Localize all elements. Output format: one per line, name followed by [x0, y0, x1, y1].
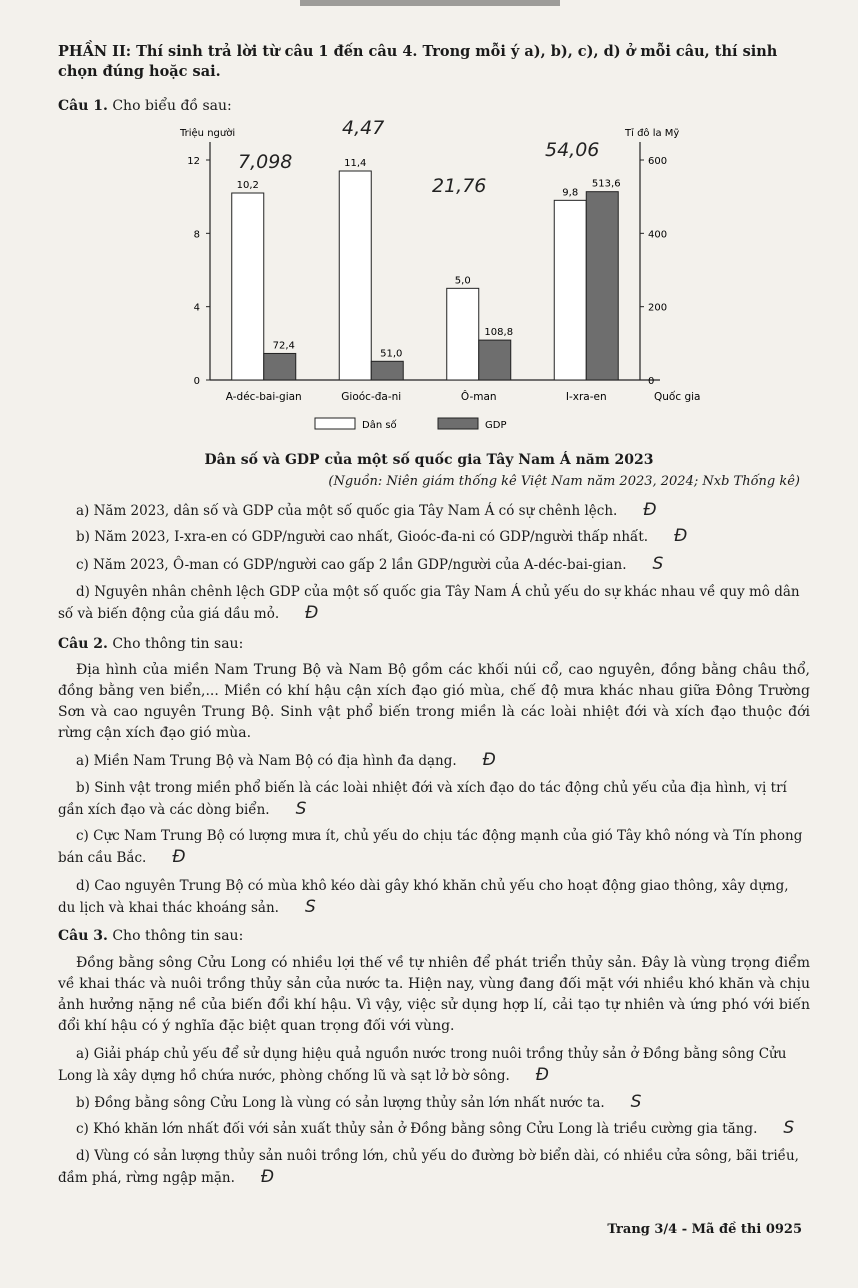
q2-item-c: [58, 826, 808, 869]
category-label: Gioóc-đa-ni: [341, 391, 402, 403]
q2-item-c-text: c) Cực Nam Trung Bộ có lượng mưa ít, chủ yếu do chịu tác động mạnh của gió Tây khô nóng và Tín phong bán cầu Bắc.: [58, 828, 803, 866]
left-tick-label: 0: [193, 376, 200, 387]
q1-item-a-mark: Đ: [643, 500, 657, 520]
q3-item-d-text: d) Vùng có sản lượng thủy sản nuôi trồng lớn, chủ yếu do đường bờ biển dài, có nhiều cửa sông, bãi triều, đầm phá, rừng ngập mặn.: [58, 1148, 799, 1186]
q2-item-a-mark: Đ: [482, 750, 496, 770]
q3-intro: Cho thông tin sau:: [112, 928, 244, 944]
q2-item-c-mark: Đ: [172, 847, 186, 867]
right-tick-label: 0: [648, 376, 655, 387]
q2-item-b-text: b) Sinh vật trong miền phổ biến là các loài nhiệt đới và xích đạo do tác động chủ yếu của địa hình, vị trí gần xích đạo và các dòng biển.: [58, 780, 787, 818]
legend-gdp-swatch: [438, 418, 478, 429]
population-value-label: 10,2: [236, 180, 259, 191]
q1-item-d: [58, 582, 808, 625]
left-axis-title: Triệu người: [180, 128, 236, 139]
category-label: Ô-man: [460, 391, 497, 403]
page-footer: Trang 3/4 - Mã đề thi 0925: [607, 1222, 802, 1237]
category-label: I-xra-en: [565, 391, 607, 403]
q3-label: Câu 3.: [58, 928, 108, 944]
q3-heading: [58, 928, 243, 944]
q1-item-a-text: a) Năm 2023, dân số và GDP của một số quốc gia Tây Nam Á có sự chênh lệch.: [76, 503, 618, 519]
gdp-bar: [371, 361, 403, 380]
legend-gdp-label: GDP: [485, 420, 507, 431]
right-tick-label: 400: [648, 229, 668, 241]
population-bar: [447, 288, 479, 380]
left-tick-label: 4: [193, 302, 200, 314]
q3-item-d: [58, 1146, 808, 1189]
handwritten-note: 21,76: [432, 175, 487, 197]
q3-item-b-text: b) Đồng bằng sông Cửu Long là vùng có sản lượng thủy sản lớn nhất nước ta.: [76, 1095, 605, 1111]
q2-intro: Cho thông tin sau:: [112, 636, 244, 652]
gdp-value-label: 72,4: [272, 340, 295, 352]
q2-item-d: [58, 876, 808, 919]
handwritten-note: 54,06: [545, 139, 600, 161]
q2-heading: [58, 636, 243, 652]
right-tick-label: 600: [648, 156, 668, 167]
q1-item-b: [58, 526, 808, 548]
left-tick-label: 12: [187, 156, 200, 167]
gdp-value-label: 51,0: [380, 348, 403, 360]
gdp-bar: [479, 340, 511, 380]
population-value-label: 9,8: [562, 187, 579, 199]
handwritten-note: 7,098: [238, 151, 293, 173]
q3-item-c-text: c) Khó khăn lớn nhất đối với sản xuất thủy sản ở Đồng bằng sông Cửu Long là triều cường gia tăng.: [76, 1121, 758, 1137]
q2-item-b-mark: S: [295, 799, 307, 819]
q2-item-a: [58, 750, 808, 772]
chart-source: (Nguồn: Niên giám thống kê Việt Nam năm 2023, 2024; Nxb Thống kê): [328, 474, 800, 489]
population-value-label: 5,0: [454, 275, 471, 287]
q3-item-a: [58, 1044, 808, 1087]
population-bar: [554, 200, 586, 380]
chart-caption: Dân số và GDP của một số quốc gia Tây Nam Á năm 2023: [204, 452, 654, 468]
q1-heading: [58, 98, 232, 114]
category-label: A-déc-bai-gian: [225, 391, 302, 403]
x-axis-title: Quốc gia: [654, 391, 701, 403]
gdp-bar: [264, 353, 296, 380]
population-value-label: 11,4: [344, 158, 367, 169]
q3-item-c: [58, 1118, 808, 1140]
q1-item-c-text: c) Năm 2023, Ô-man có GDP/người cao gấp 2 lần GDP/người của A-déc-bai-gian.: [76, 557, 627, 573]
q1-item-d-text: d) Nguyên nhân chênh lệch GDP của một số quốc gia Tây Nam Á chủ yếu do sự khác nhau về quy mô dân số và biến động của giá dầu mỏ.: [58, 584, 800, 622]
q1-item-b-mark: Đ: [674, 526, 688, 546]
legend-population-label: Dân số: [362, 420, 397, 431]
q1-item-c: [58, 554, 808, 576]
q2-label: Câu 2.: [58, 636, 108, 652]
q3-item-c-mark: S: [783, 1118, 795, 1138]
q2-item-d-text: d) Cao nguyên Trung Bộ có mùa khô kéo dài gây khó khăn chủ yếu cho hoạt động giao thông, xây dựng, du lịch và khai thác khoáng sản.: [58, 878, 789, 916]
gdp-bar: [586, 192, 618, 380]
part-instructions: PHẦN II: Thí sinh trả lời từ câu 1 đến câu 4. Trong mỗi ý a), b), c), d) ở mỗi câu, thí sinh chọn đúng hoặc sai.: [58, 43, 778, 80]
q3-item-b: [58, 1092, 808, 1114]
population-gdp-chart: [170, 118, 730, 438]
legend-population-swatch: [315, 418, 355, 429]
q2-paragraph: Địa hình của miền Nam Trung Bộ và Nam Bộ gồm các khối núi cổ, cao nguyên, đồng bằng châu thổ, đồng bằng ven biển,... Miền có khí hậu cận xích đạo gió mùa, chế độ mưa khác nhau giữa Đông Trường Sơn và cao nguyên Trung Bộ. Sinh vật phổ biến trong miền là các loài nhiệt đới và xích đạo thuộc đới rừng cận xích đạo gió mùa.: [58, 662, 810, 741]
q2-item-b: [58, 778, 808, 821]
gdp-value-label: 513,6: [591, 178, 621, 190]
scan-edge: [300, 0, 560, 6]
q3-item-b-mark: S: [630, 1092, 642, 1112]
q3-item-a-text: a) Giải pháp chủ yếu để sử dụng hiệu quả nguồn nước trong nuôi trồng thủy sản ở Đồng bằng sông Cửu Long là xây dựng hồ chứa nước, phòng chống lũ và sạt lở bờ sông.: [58, 1046, 787, 1084]
left-tick-label: 8: [193, 229, 200, 241]
handwritten-note: 4,47: [342, 118, 385, 139]
q3-paragraph: Đồng bằng sông Cửu Long có nhiều lợi thế về tự nhiên để phát triển thủy sản. Đây là vùng trọng điểm về khai thác và nuôi trồng thủy sản của nước ta. Hiện nay, vùng đang đối mặt với nhiều khó khăn và chịu ảnh hưởng nặng nề của biến đổi khí hậu. Vì vậy, việc sử dụng hợp lí, cải tạo tự nhiên và ứng phó với biến đổi khí hậu có ý nghĩa đặc biệt quan trọng đối với vùng.: [58, 955, 810, 1034]
q1-item-d-mark: Đ: [305, 603, 319, 623]
q1-item-c-mark: S: [652, 554, 664, 574]
q3-item-a-mark: Đ: [535, 1065, 549, 1085]
q1-label: Câu 1.: [58, 98, 108, 114]
q1-item-a: [58, 500, 808, 522]
q2-item-d-mark: S: [304, 897, 316, 917]
right-axis-title: Tỉ đô la Mỹ: [625, 128, 680, 139]
q3-item-d-mark: Đ: [260, 1167, 275, 1187]
population-bar: [232, 193, 264, 380]
population-bar: [339, 171, 371, 380]
q2-item-a-text: a) Miền Nam Trung Bộ và Nam Bộ có địa hình đa dạng.: [76, 753, 457, 769]
gdp-value-label: 108,8: [484, 327, 514, 339]
q1-intro: Cho biểu đồ sau:: [112, 98, 232, 114]
q1-item-b-text: b) Năm 2023, I-xra-en có GDP/người cao nhất, Gioóc-đa-ni có GDP/người thấp nhất.: [76, 529, 649, 545]
right-tick-label: 200: [648, 302, 668, 314]
